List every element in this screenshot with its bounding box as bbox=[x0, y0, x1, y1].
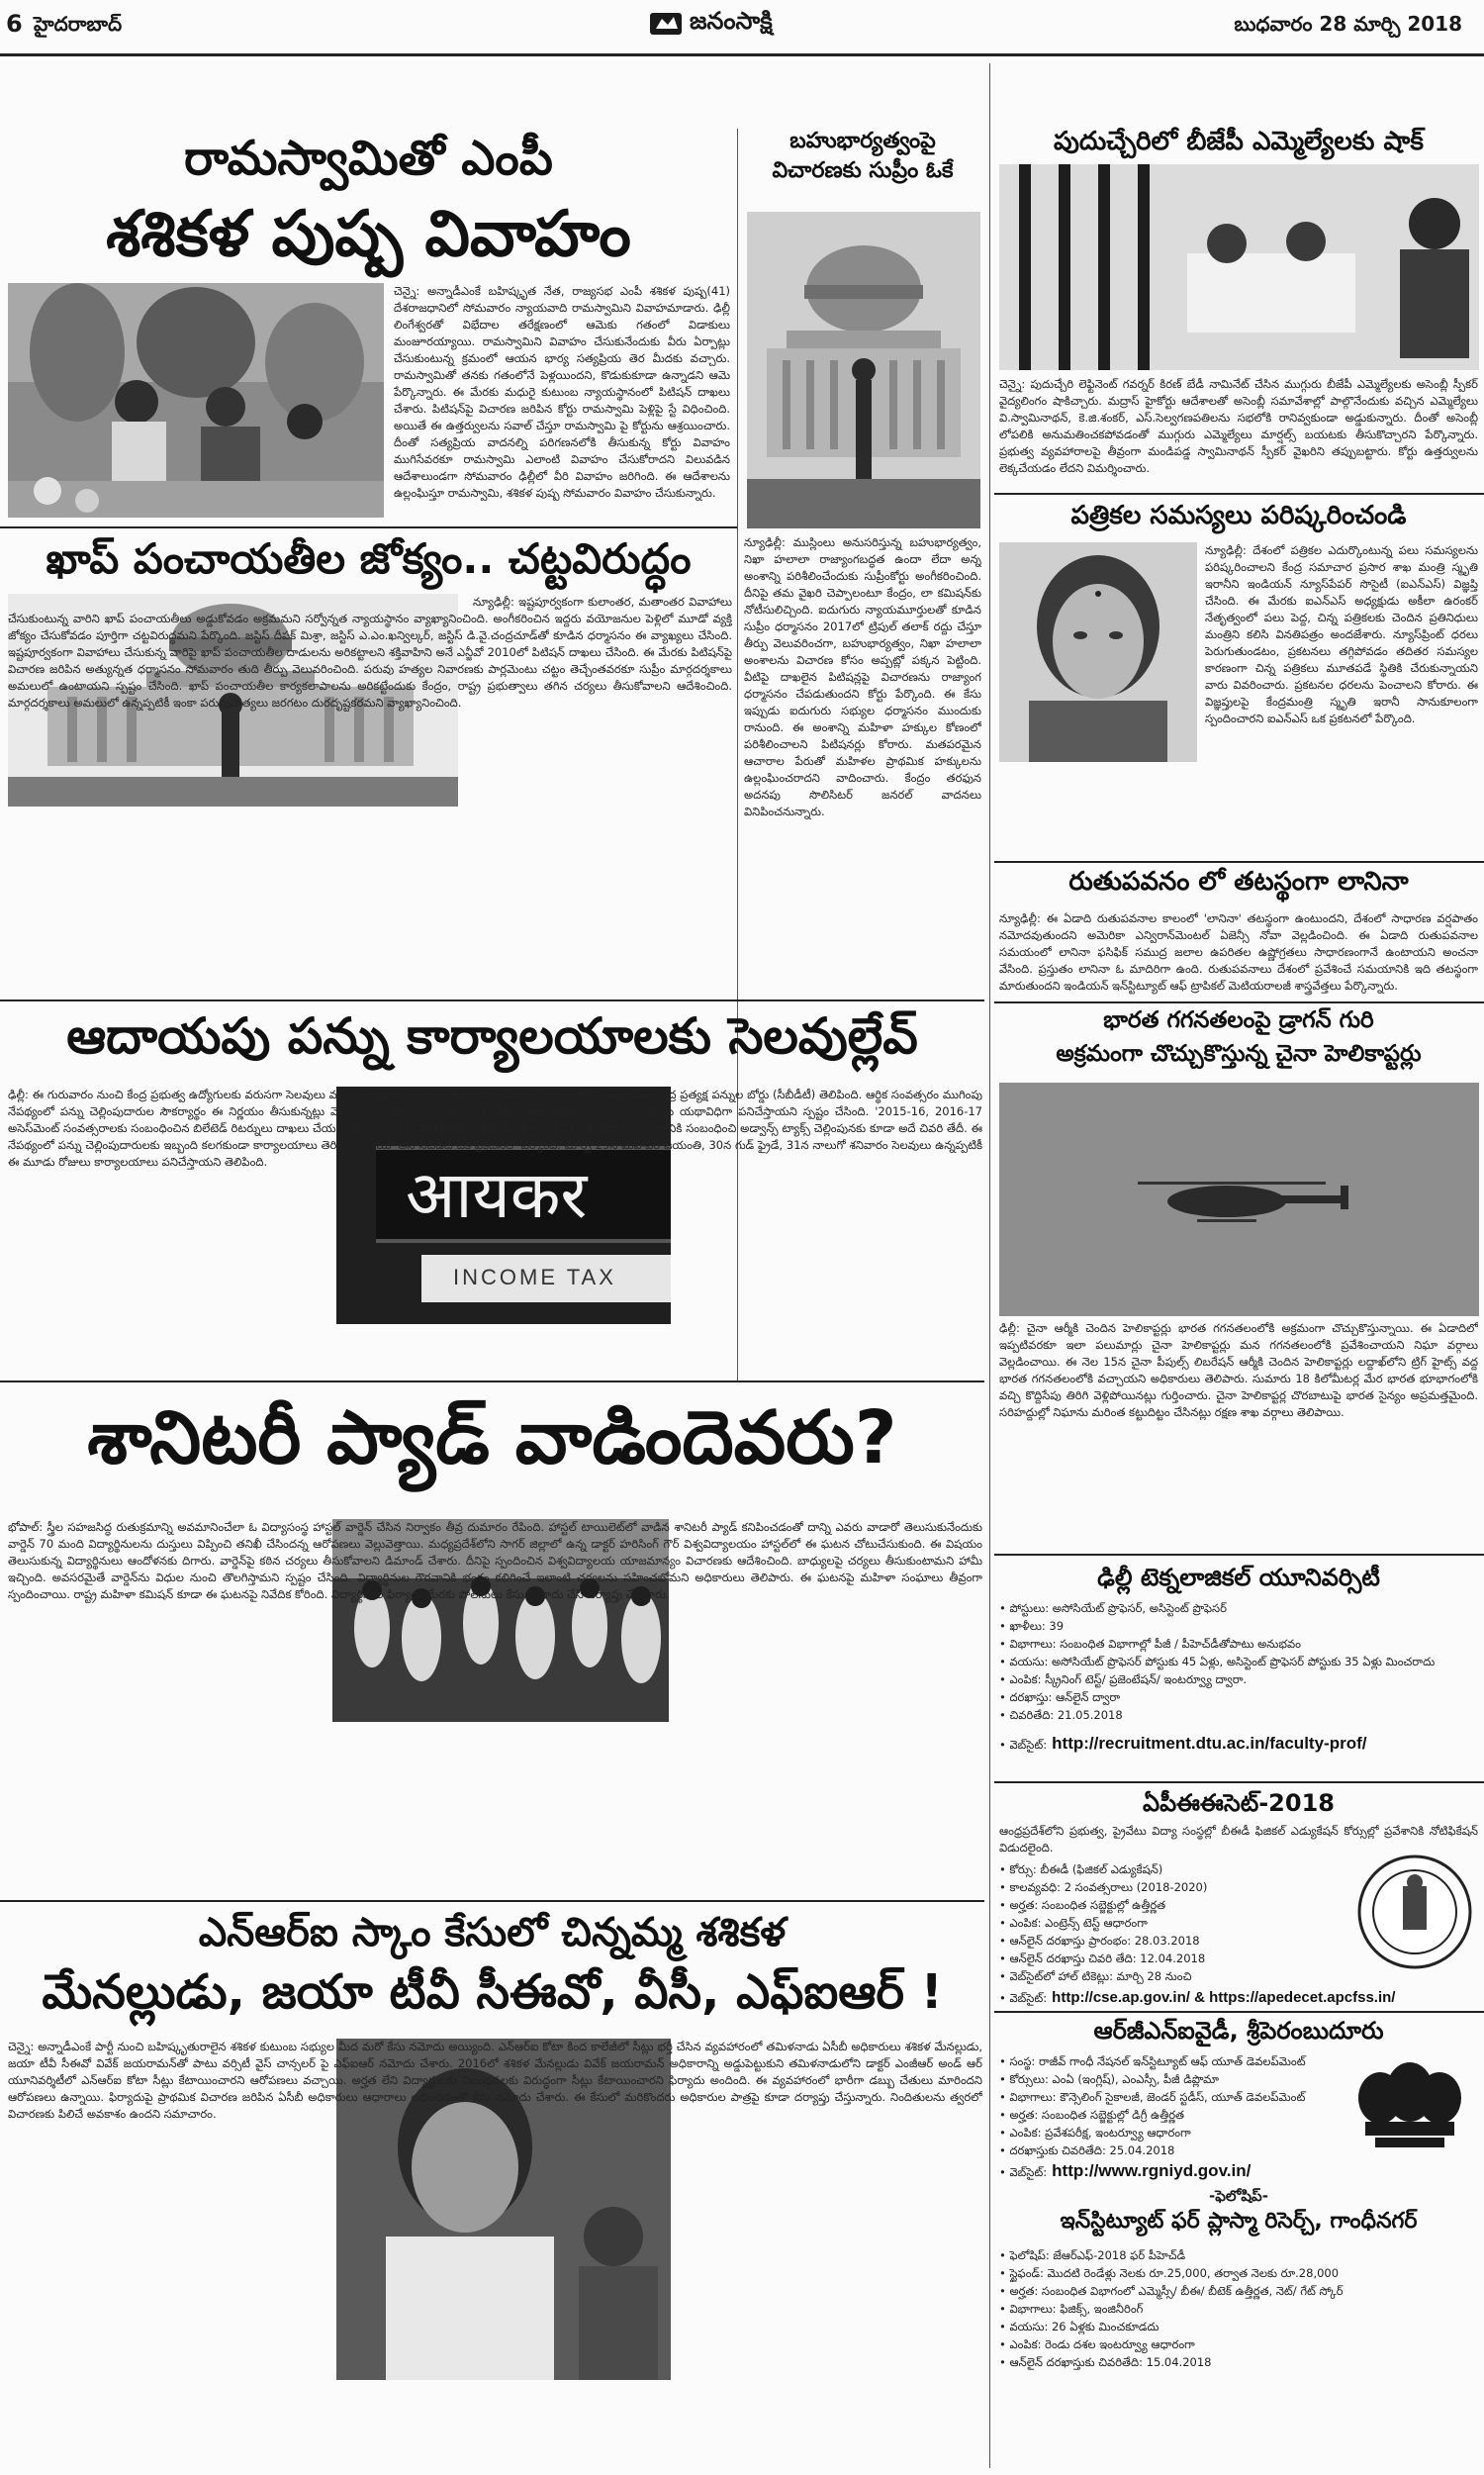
section-rule bbox=[994, 1001, 1484, 1003]
dtu-list bbox=[999, 1599, 1478, 1724]
sanitary-body: భోపాల్: స్త్రీల సహజసిద్ధ రుతుక్రమాన్ని అవమానించేలా ఓ విద్యాసంస్థ హాస్టల్ వార్డెన్ చేసిన నిర్వాకం తీవ్ర దుమారం రేపింది. హాస్టల్ టాయిలెట్‌లో వాడిన శానిటరీ ప్యాడ్ కనిపించడంతో దాన్ని ఎవరు వాడారో తెలుసుకునేందుకు వార్డెన్ 70 మంది విద్యార్థినులను దుస్తులు విప్పించి తనిఖీ చేసిందన్న ఆరోపణలు వెల్లువెత్తాయి. మధ్యప్రదేశ్‌లోని సాగర్ జిల్లాలో ఉన్న డాక్టర్ హరిసింగ్ గౌర్ విశ్వవిద్యాలయం హాస్టల్‌లో ఈ ఘటన చోటుచేసుకుంది. ఈ విషయం తెలుసుకున్న విద్యార్థినులు ఆందోళనకు దిగారు. వార్డెన్‌పై కఠిన చర్యలు తీసుకోవాలని డిమాండ్ చేశారు. దీనిపై స్పందించిన విశ్వవిద్యాలయ యాజమాన్యం విచారణకు ఆదేశించింది. బాధ్యులపై చర్యలు తీసుకుంటామని హామీ ఇచ్చింది. అవసరమైతే వార్డెన్‌ను విధుల నుంచి తొలగిస్తామని స్పష్టం చేసింది. విద్యార్థినుల గౌరవానికి భంగం కలిగించే ఇలాంటి చర్యలను సహించబోమని అధికారులు తెలిపారు. ఈ ఘటనపై మహిళా సంఘాలు తీవ్రంగా స్పందించాయి. రాష్ట్ర మహిళా కమిషన్ కూడా ఈ ఘటనపై నివేదిక కోరింది. విద్యార్థినుల ఫిర్యాదు మేరకు పోలీసులు కేసు నమోదు చేసి దర్యాప్తు చేపట్టారు. bbox=[8, 1520, 982, 1601]
section-rule bbox=[994, 1554, 1484, 1556]
list-item: • అర్హత: సంబంధిత విభాగంలో ఎమ్మెస్సీ/ బీఈ/ బీటెక్ ఉత్తీర్ణత, నెట్/ గేట్ స్కోర్ bbox=[999, 2284, 1344, 2298]
edition-city: హైదరాబాద్ bbox=[34, 12, 123, 36]
china-headline-2: అక్రమంగా చొచ్చుకొస్తున్న చైనా హెలికాప్టర్లు bbox=[1056, 1041, 1422, 1067]
puducherry-headline: పుదుచ్చేరిలో బీజేపీ ఎమ్మెల్యేలకు షాక్‌ bbox=[1053, 127, 1425, 156]
nri-headline-1: ఎన్ఆర్ఐ స్కాం కేసులో చిన్నమ్మ శశికళ bbox=[198, 1910, 787, 1955]
section-rule bbox=[994, 2011, 1484, 2013]
dtu-website-row bbox=[999, 1734, 1478, 1755]
ipr-list bbox=[999, 2246, 1478, 2371]
apedcet-heading: ఏపీఈఈసెట్-2018 bbox=[1143, 1789, 1335, 1817]
puducherry-photo bbox=[999, 164, 1479, 370]
smriti-headline: పత్రికల సమస్యలు పరిష్కరించండి bbox=[1070, 501, 1407, 530]
ap-government-seal bbox=[1355, 1853, 1474, 1971]
paper-logo bbox=[648, 6, 773, 42]
bigamy-headline-2: విచారణకు సుప్రీం ఓకే bbox=[772, 158, 954, 183]
sanitary-headline: శానిటరీ ప్యాడ్ వాడిందెవరు? bbox=[87, 1395, 897, 1480]
dtu-heading: ఢిల్లీ టెక్నలాజికల్ యూనివర్సిటీ bbox=[1097, 1564, 1380, 1591]
paper-name: జనంసాక్షి bbox=[690, 7, 773, 35]
smriti-photo bbox=[999, 542, 1197, 762]
income-tax-body: ఢిల్లీ: ఈ గురువారం నుంచి కేంద్ర ప్రభుత్వ ఉద్యోగులకు వరుసగా సెలవులు వస్తున్నా, ఆదాయపు పన్ను శాఖ కార్యాలయాలు మాత్రం తెరిచే ఉంటాయని కేంద్ర ప్రత్యక్ష పన్నుల బోర్డు (సీబీడీటీ) తెలిపింది. ఆర్థిక సంవత్సరం ముగింపు నేపథ్యంలో పన్ను చెల్లింపుదారుల సౌకర్యార్థం ఈ నిర్ణయం తీసుకున్నట్లు వెల్లడించింది. మార్చి 29, 30, 31 తేదీల్లో ఆదాయపు పన్ను కార్యాలయాలు యథావిధిగా పనిచేస్తాయని స్పష్టం చేసింది. '2015-16, 2016-17 అసెస్‌మెంట్ సంవత్సరాలకు సంబంధించిన బిలేటెడ్ రిటర్నులు దాఖలు చేయడానికి మార్చి 31, 2018 చివరి తేదీ. అంతేగాక 2017-18 ఆర్థిక సంవత్సరానికి సంబంధించి అడ్వాన్స్ ట్యాక్స్ చెల్లింపునకు కూడా అదే చివరి తేదీ. ఈ నేపథ్యంలో పన్ను చెల్లింపుదారులకు ఇబ్బంది కలగకుండా కార్యాలయాలు తెరిచే ఉంటాయి' అని సీబీడీటీ ఒక ప్రకటనలో పేర్కొంది. మార్చి 29న మహావీర్ జయంతి, 30న గుడ్ ఫ్రైడే, 31న నాలుగో శనివారం సెలవులు ఉన్నప్పటికీ ఈ మూడు రోజులు కార్యాలయాలు పనిచేస్తాయని తెలిపింది. bbox=[8, 1088, 982, 1169]
list-item: • అర్హత: సంబంధిత సబ్జెక్టుల్లో ఉత్తీర్ణత bbox=[999, 1898, 1166, 1912]
list-item: • వయసు: అసోసియేట్ ప్రొఫెసర్ పోస్టుకు 45 ఏళ్లు, అసిస్టెంట్ ప్రొఫెసర్ పోస్టుకు 35 ఏళ్లు మించరాదు bbox=[999, 1655, 1436, 1668]
list-item: • కోర్సులు: ఎంఏ (ఇంగ్లిష్), ఎంఎస్సీ, పీజీ డిప్లొమా bbox=[999, 2072, 1219, 2086]
apedcet-website-row bbox=[999, 1987, 1482, 2008]
nri-body: చెన్నై: అన్నాడీఎంకే పార్టీ నుంచి బహిష్కృతురాలైన శశికళ కుటుంబ సభ్యుల మీద మరో కేసు నమోదు అయ్యింది. ఎన్ఆర్ఐ కోటా కింద కాలేజీలో సీట్లు భర్తీ చేసిన వ్యవహారంలో తమిళనాడు ఏసీబీ అధికారులు శశికళ మేనల్లుడు, జయా టీవీ సీఈవో వివేక్ జయరామన్‌తో పాటు వర్సిటీ వైస్ చాన్సలర్ పై ఎఫ్ఐఆర్ నమోదు చేశారు. 2016లో శశికళ మేనల్లుడు వివేక్ జయరామన్ అధికారాన్ని అడ్డుపెట్టుకుని తమిళనాడులోని డాక్టర్ ఎంజీఆర్ అండ్ ఆర్ యూనివర్శిటీలో ఎన్ఆర్ఐ కోటా సీట్లు కేటాయించారని ఆరోపణలు వచ్చాయి. అర్హత లేని విద్యార్థులకు నిబంధనలకు విరుద్ధంగా సీట్లు కేటాయించారని ఫిర్యాదు అందింది. ఈ వ్యవహారంలో భారీగా డబ్బు చేతులు మారిందని ఆరోపణలు ఉన్నాయి. ఫిర్యాదుపై ప్రాథమిక విచారణ జరిపిన ఏసీబీ అధికారులు ఆధారాలు లభించడంతో కేసు నమోదు చేశారు. ఈ కేసులో మరికొందరు అధికారుల పాత్రపై కూడా దర్యాప్తు చేస్తున్నారు. నిందితులను త్వరలో విచారణకు పిలిచే అవకాశం ఉందని సమాచారం. bbox=[8, 2040, 982, 2121]
puducherry-body: చెన్నై: పుదుచ్చేరి లెఫ్టినెంట్ గవర్నర్ కిరణ్ బేడీ నామినేట్ చేసిన ముగ్గురు బీజేపీ ఎమ్మెల్యేలకు అసెంబ్లీ స్పీకర్ వైద్యలింగం షాకిచ్చారు. మద్రాస్ హైకోర్టు ఆదేశాలతో అసెంబ్లీ సమావేశాల్లో పాల్గొనేందుకు వచ్చిన ఎమ్మెల్యేలు వి.స్వామినాథన్, కె.జి.శంకర్, ఎస్.సెల్వగణపతిలను సభలోకి రానివ్వకుండా అడ్డుకున్నారు. దీంతో అసెంబ్లీ లోపలికి అనుమతించకపోవడంతో ముగ్గురు ఎమ్మెల్యేలు మార్షల్స్ బయటకు తీసుకొచ్చారని పేర్కొన్నారు. ప్రభుత్వ వ్యవహారాలపై తీవ్రంగా మండిపడ్డ స్వామినాథన్ స్పీకర్ వైఖరిని తప్పుబట్టారు. కోర్టు ఉత్తర్వులను లెక్కచేయడం లేదని విమర్శించారు. bbox=[999, 377, 1478, 475]
website-label: • వెబ్‌సైట్: bbox=[999, 2165, 1048, 2179]
la-nina-body: న్యూఢిల్లీ: ఈ ఏడాది రుతుపవనాల కాలంలో 'లానినా' తటస్థంగా ఉంటుందని, దేశంలో సాధారణ వర్షపాతం నమోదవుతుందని అమెరికా ఎన్విరాన్‌మెంటల్ ఏజెన్సీ నోవా వెల్లడించింది. ఈ ఏడాది రుతుపవనాల సమయంలో లానినా ఫసిఫిక్ సముద్ర జలాల ఉపరితల ఉష్ణోగ్రతలు సాధారణంగానే ఉంటాయని అంచనా వేసింది. ప్రస్తుతం లానినా ఓ మాదిరిగా ఉంది. రుతుపవనాలు దేశంలో ప్రవేశించే సమయానికి ఇది తటస్థంగా మారుతుందని ఇండియన్ ఇన్‌స్టిట్యూట్ ఆఫ్ ట్రాపికల్ మెటియరాలజీ శాస్త్రవేత్తలు పేర్కొన్నారు. bbox=[999, 911, 1478, 993]
sasikala-body: చెన్నై: అన్నాడీఎంకే బహిష్కృత నేత, రాజ్యసభ ఎంపీ శశికళ పుష్ప(41) దేశరాజధానిలో సోమవారం న్యాయవాది రామస్వామిని వివాహమాడారు. ఢిల్లీ లింగేశ్వరతో విభేదాల తరేక్షణంలో ఆమెకు గతంలో విడాకులు మంజూరయ్యాయి. రామస్వామిని వివాహం చేసుకునేందుకు వీరు ఏర్పాట్లు చేసుకుంటున్న క్రమంలో ఆయన భార్య సత్యప్రియ తెర మీదకు వచ్చారు. రామస్వామితో తనకు గతంలోనే పెళ్లయిందని, కొడుకుకూడా ఉన్నాడని ఆమె పేర్కొన్నారు. ఈ మేరకు మధురై కుటుంబ న్యాయస్థానంలో పిటిషన్‌ దాఖలు చేశారు. పిటిషన్‌పై విచారణ జరిపిన కోర్టు రామస్వామి పెళ్లిపై స్టే విధించింది. అయితే ఈ ఉత్తర్వులను సవాల్‌ చేస్తూ రామస్వామి పై కోర్టును ఆశ్రయించారు. దీంతో సత్యప్రియ వాదనల్ని పరిగణనలోకి తీసుకున్న కోర్టు వివాహం ముగిసేవరకూ రామస్వామి ఎలాంటి వివాహం చేసుకోరాదని విలువడిన ఆదేశాలుండగా సోమవారం ఢిల్లీలో వీరి వివాహం జరిగింది. ఈ ఆదేశాలను ఉల్లంఘిస్తూ రామస్వామి, శశికళ పుష్ప సోమవారం వివాహం చేసుకున్నారు. bbox=[394, 284, 730, 500]
list-item: • దరఖాస్తు: ఆన్‌లైన్ ద్వారా bbox=[999, 1690, 1121, 1704]
section-rule bbox=[994, 493, 1484, 495]
rgniyd-list bbox=[999, 2052, 1336, 2159]
list-item: • ఆన్‌లైన్ దరఖాస్తు చివరి తేది: 12.04.2018 bbox=[999, 1951, 1206, 1965]
ipr-label: -ఫెలోషిప్- bbox=[1209, 2187, 1268, 2205]
masthead-rule bbox=[0, 53, 1484, 56]
china-body: ఢిల్లీ: చైనా ఆర్మీకి చెందిన హెలికాప్టర్లు భారత గగనతలంలోకి అక్రమంగా చొచ్చుకొస్తున్నాయి. ఈ ఏడాదిలో ఇప్పటివరకూ ఇలా పలుమార్లు చైనా హెలికాప్టర్లు మన గగనతలంలోకి ప్రవేశించాయని నిఘా వర్గాలు వెల్లడించాయి. ఈ నెల 15న చైనా పీపుల్స్ లిబరేషన్ ఆర్మీకి చెందిన హెలికాప్టర్లు లద్దాఖ్‌లోని ట్రిగ్ హైట్స్ వద్ద భారత గగనతలంలోకి వచ్చాయని అధికారులు తెలిపారు. సుమారు 18 కిలోమీటర్ల మేర భారత భూభాగంలోకి వచ్చి కొద్దిసేపు తిరిగి వెళ్లిపోయినట్లు గుర్తించారు. చైనా హెలికాప్టర్ల చొరబాటుపై భారత సైన్యం అప్రమత్తమైంది. సరిహద్దుల్లో నిఘాను మరింత కట్టుదిట్టం చేసినట్లు రక్షణ శాఖ వర్గాలు తెలిపాయి. bbox=[999, 1321, 1478, 1419]
list-item: • అర్హత: సంబంధిత సబ్జెక్టుల్లో డిగ్రీ ఉత్తీర్ణత bbox=[999, 2108, 1184, 2122]
apedcet-intro: ఆంధ్రప్రదేశ్‌లోని ప్రభుత్వ, ప్రైవేటు విద్యా సంస్థల్లో బీఈడీ ఫిజికల్ ఎడ్యుకేషన్ కోర్సుల్లో ప్రవేశానికి నోటిఫికేషన్ విడుదలైంది. bbox=[999, 1824, 1478, 1855]
apedcet-website-link[interactable]: http://cse.ap.gov.in/ & https://apedecet.apcfss.in/ bbox=[1052, 1989, 1396, 2006]
bigamy-body: న్యూఢిల్లీ: ముస్లింలు అనుసరిస్తున్న బహుభార్యత్వం, నిఖా హలాలా రాజ్యాంగబద్ధత ఉందా లేదా అన్న అంశాన్ని పరిశీలించేందుకు సుప్రీంకోర్టు అంగీకరించింది. దీనిపై తమ వైఖరి చెప్పాలంటూ కేంద్రం, లా కమిషన్‌కు నోటీసులిచ్చింది. ఐదుగురు న్యాయమూర్తులతో కూడిన సుప్రీం ధర్మాసనం 2017లో ట్రిపుల్‌ తలాక్‌ రద్దు చేస్తూ తీర్పు వెలువరించగా, బహుభార్యత్వం, నిఖా హలాలా అంశాలను విచారణ కోసం అప్పట్లో పక్కన పెట్టింది. వీటిపై దాఖలైన పిటిషన్లపై విచారణను రాజ్యాంగ ధర్మాసనం చేపడుతుందని కోర్టు పేర్కొంది. ఈ కేసు ఇప్పుడు ఐదుగురు సభ్యుల ధర్మాసనం ముందుకు రానుంది. ఈ అంశాన్ని మహిళా హక్కుల కోణంలో పరిశీలించాలని పిటిషనర్లు కోరారు. మతపరమైన ఆచారాల పేరుతో మహిళల ప్రాథమిక హక్కులను ఉల్లంఘించరాదని వాదించారు. కేంద్రం తరఫున అదనపు సొలిసిటర్‌ జనరల్‌ వాదనలు వినిపించనున్నారు. bbox=[744, 535, 981, 818]
rgniyd-website-link[interactable]: http://www.rgniyd.gov.in/ bbox=[1052, 2161, 1252, 2180]
sasikala-headline: శశికళ పుష్ప వివాహం bbox=[106, 198, 631, 271]
list-item: • పోస్టులు: అసోసియేట్ ప్రొఫెసర్, అసిస్టెంట్ ప్రొఫెసర్ bbox=[999, 1601, 1227, 1615]
income-tax-headline: ఆదాయపు పన్ను కార్యాలయాలకు సెలవుల్లేవ్ bbox=[66, 1007, 918, 1065]
website-label: • వెబ్‌సైట్: bbox=[999, 1991, 1048, 2005]
hand-icon bbox=[648, 9, 684, 39]
rgniyd-website-row bbox=[999, 2161, 1482, 2182]
page-number: 6 bbox=[6, 10, 23, 38]
aayakar-english-text: INCOME TAX bbox=[453, 1265, 616, 1289]
wedding-photo bbox=[8, 283, 384, 518]
section-rule bbox=[0, 1900, 984, 1902]
apedcet-list bbox=[999, 1860, 1336, 1985]
helicopter-photo bbox=[999, 1083, 1479, 1316]
khap-headline: ఖాప్ పంచాయతీల జోక్యం.. చట్టవిరుద్ధం bbox=[46, 534, 692, 583]
smriti-body: న్యూఢిల్లీ: దేశంలో పత్రికల ఎదుర్కొంటున్న పలు సమస్యలను పరిష్కరించాలని కేంద్ర సమాచార ప్రసార శాఖ మంత్రి స్మృతి ఇరానీని ఇండియన్ న్యూస్‌పేపర్ సొసైటీ (ఐఎన్ఎస్) విజ్ఞప్తి చేసింది. ఈ మేరకు ఐఎన్ఎస్ అధ్యక్షుడు అకీలా ఉరంకర్ నేతృత్వంలో పలు పెద్ద, చిన్న పత్రికలకు చెందిన ప్రతినిధులు మంత్రిని కలిసి వినతిపత్రం అందజేశారు. న్యూస్‌ప్రింట్ ధరలు పెరుగుతుండటం, ప్రకటనలు తగ్గిపోవడం తదితర సమస్యల కారణంగా చిన్న పత్రికలు మూతపడే స్థితికి చేరుకున్నాయని వారు వివరించారు. ప్రకటనల ధరలను పెంచాలని కోరారు. ఈ విజ్ఞప్తులపై కేంద్రమంత్రి స్మృతి ఇరానీ సానుకూలంగా స్పందించారని ఐఎన్ఎస్ ఒక ప్రకటనలో పేర్కొంది. bbox=[1205, 543, 1478, 725]
list-item: • కాలవ్యవధి: 2 సంవత్సరాలు (2018-2020) bbox=[999, 1880, 1208, 1894]
section-rule bbox=[0, 526, 737, 528]
list-item: • విభాగాలు: ఫిజిక్స్, ఇంజినీరింగ్ bbox=[999, 2302, 1144, 2316]
list-item: • విభాగాలు: సంబంధిత విభాగాల్లో పీజీ / పీహెచ్‌డీతోపాటు అనుభవం bbox=[999, 1637, 1301, 1651]
list-item: • ఫెలోషిప్: జేఆర్ఎఫ్-2018 ఫర్ పీహెచ్‌డీ bbox=[999, 2248, 1186, 2262]
list-item: • ఎంపిక: ఎంట్రెన్స్ టెస్ట్ ఆధారంగా bbox=[999, 1916, 1148, 1930]
list-item: • ఎంపిక: రెండు దశల ఇంటర్వ్యూ ఆధారంగా bbox=[999, 2337, 1195, 2351]
rgniyd-heading: ఆర్‌జీఎన్‌ఐవైడీ, శ్రీపెరంబుదూరు bbox=[1093, 2017, 1384, 2045]
column-divider bbox=[989, 63, 990, 2468]
list-item: • దరఖాస్తుకు చివరితేది: 25.04.2018 bbox=[999, 2143, 1175, 2157]
china-headline-1: భారత గగనతలంపై డ్రాగన్ గురి bbox=[1103, 1007, 1374, 1033]
section-rule bbox=[0, 1380, 984, 1382]
ipr-heading: ఇన్‌స్టిట్యూట్ ఫర్ ప్లాస్మా రిసెర్చ్, గాంధీనగర్ bbox=[1060, 2209, 1418, 2234]
nri-headline-2: మేనల్లుడు, జయా టీవీ సీఈవో, వీసీ, ఎఫ్ఐఆర్ ! bbox=[42, 1964, 943, 2020]
list-item: • స్టైఫండ్: మొదటి రెండేళ్లు నెలకు రూ.25,000, తర్వాత నెలకు రూ.28,000 bbox=[999, 2266, 1340, 2280]
list-item: • ఆన్‌లైన్ దరఖాస్తుకు చివరితేది: 15.04.2018 bbox=[999, 2355, 1212, 2369]
list-item: • ఎంపిక: స్క్రీనింగ్ టెస్ట్/ ప్రజెంటేషన్/ ఇంటర్వ్యూ ద్వారా. bbox=[999, 1672, 1248, 1686]
section-rule bbox=[994, 1781, 1484, 1783]
aayakar-hindi-text: आयकर bbox=[406, 1157, 588, 1233]
list-item: • వయసు: 26 ఏళ్లకు మించకూడదు bbox=[999, 2320, 1159, 2333]
la-nina-headline: రుతుపవనం లో తటస్థంగా లానినా bbox=[1068, 867, 1409, 897]
masthead bbox=[0, 0, 1484, 69]
dtu-website-link[interactable]: http://recruitment.dtu.ac.in/faculty-prof/ bbox=[1052, 1734, 1367, 1753]
ashoka-emblem bbox=[1345, 2058, 1474, 2157]
bigamy-headline-1: బహుభార్యత్వంపై bbox=[789, 129, 936, 153]
supreme-court-photo bbox=[747, 212, 980, 528]
section-rule bbox=[0, 1000, 984, 1001]
list-item: • విభాగాలు: కౌన్సెలింగ్ సైకాలజీ, జెండర్ స్టడీస్, యూత్ డెవలప్‌మెంట్ bbox=[999, 2090, 1306, 2104]
section-rule bbox=[994, 861, 1484, 863]
khap-body: న్యూఢిల్లీ: ఇష్టపూర్వకంగా కులాంతర, మతాంతర వివాహాలు చేసుకుంటున్న వారిని ఖాప్‌ పంచాయతీలు అడ్డుకోవడం అక్రమమని సర్వోన్నత న్యాయస్థానం వ్యాఖ్యానించింది. అంగీకరించిన ఇద్దరు వయోజనుల పెళ్లిలో మూడో వ్యక్తి జోక్యం చేసుకోవడం పూర్తిగా చట్టవిరుద్ధమని పేర్కొంది. జస్టిస్‌ దీపక్‌ మిశ్రా, జస్టిస్‌ ఎ.ఎం.ఖన్విల్కర్‌, జస్టిస్‌ డి.వై.చంద్రచూడ్‌తో కూడిన ధర్మాసనం ఈ వ్యాఖ్యలు చేసింది. ఇష్టపూర్వకంగా వివాహాలు చేసుకున్న వారిపై ఖాప్‌ పంచాయతీల దాడులను అరికట్టాలని శక్తివాహిని అనే ఎన్జీవో 2010లో పిటిషన్‌ దాఖలు చేసింది. ఈ మేరకు పిటిషన్‌పై విచారణ జరిపిన అత్యున్నత ధర్మాసనం సోమవారం తుది తీర్పు వెలువరించింది. పరువు హత్యల నివారణకు పార్లమెంటు చట్టం తెచ్చేంతవరకూ సుప్రీం మార్గదర్శకాలు అమలులో ఉంటాయని స్పష్టం చేసింది. ఖాప్‌ పంచాయతీల కార్యకలాపాలను అరికట్టేందుకు కేంద్రం, రాష్ట్ర ప్రభుత్వాలు తగిన చర్యలు తీసుకోవాలని ఆదేశించింది. మార్గదర్శకాలు అమలులో ఉన్నప్పటికీ ఇంకా పరువుహత్యలు జరగటం దురదృష్టకరమని వ్యాఖ్యానించింది. bbox=[8, 595, 732, 710]
list-item: • కోర్సు: బీఈడీ (ఫిజికల్ ఎడ్యుకేషన్) bbox=[999, 1862, 1163, 1876]
list-item: • ఖాళీలు: 39 bbox=[999, 1619, 1065, 1633]
list-item: • వెబ్‌సైట్‌లో హాల్ టికెట్లు: మార్చి 28 నుంచి bbox=[999, 1969, 1192, 1983]
sasikala-kicker: రామస్వామితో ఎంపీ bbox=[184, 131, 553, 186]
list-item: • ఎంపిక: ప్రవేశపరీక్ష, ఇంటర్వ్యూ ఆధారంగా bbox=[999, 2126, 1191, 2140]
list-item: • సంస్థ: రాజీవ్ గాంధీ నేషనల్ ఇన్‌స్టిట్యూట్ ఆఫ్ యూత్ డెవలప్‌మెంట్ bbox=[999, 2054, 1306, 2068]
issue-date: బుధవారం 28 మార్చి 2018 bbox=[1234, 12, 1462, 36]
website-label: • వెబ్‌సైట్: bbox=[999, 1738, 1048, 1752]
list-item: • చివరితేది: 21.05.2018 bbox=[999, 1708, 1123, 1722]
list-item: • ఆన్‌లైన్ దరఖాస్తు ప్రారంభం: 28.03.2018 bbox=[999, 1934, 1200, 1948]
